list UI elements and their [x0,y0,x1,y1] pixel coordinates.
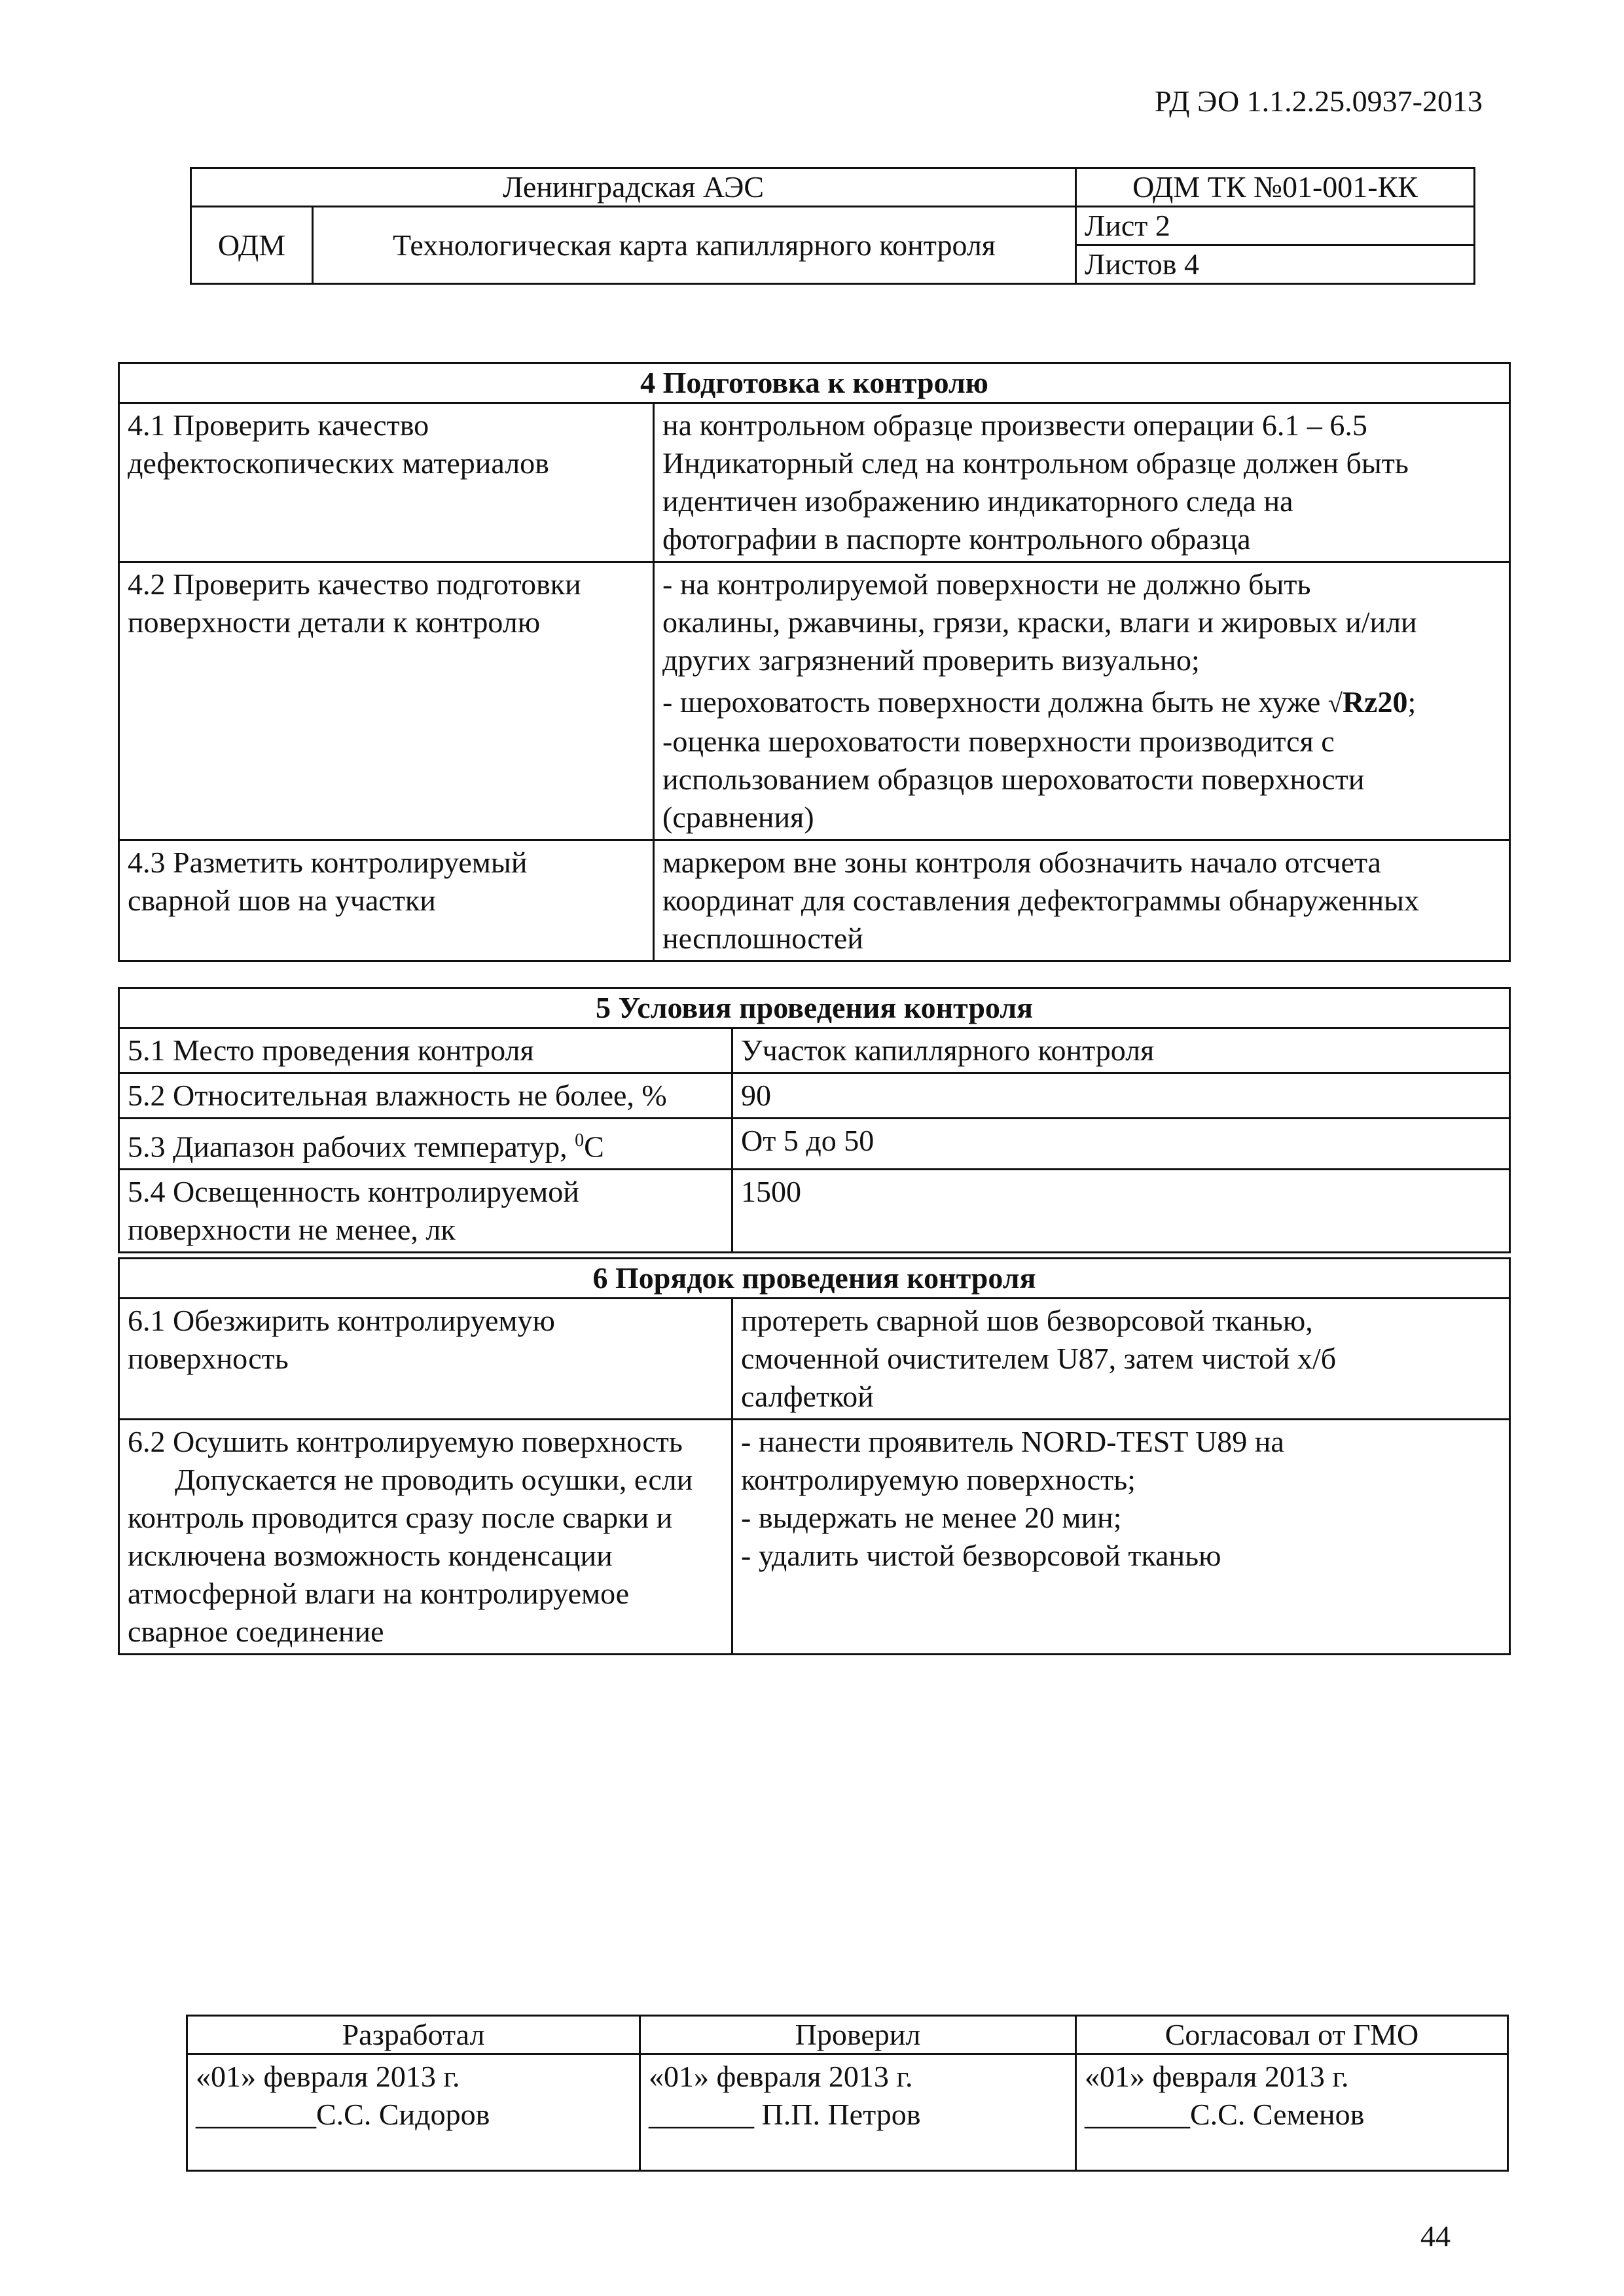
step-6-2: 6.2 Осушить контролируемую поверхность Допускается не проводить осушки, если контроль проводится сразу после сварки и исключена возможность конденсации атмосферной влаги на контролируемое сварное соединение [119,1420,732,1655]
condition-5-4-value: 1500 [732,1170,1510,1253]
header-table [190,167,1475,285]
table-row [119,840,1510,961]
table-row [119,1420,1510,1655]
step-4-3-action: маркером вне зоны контроля обозначить начало отсчета координат для составления дефектограммы обнаруженных несплошностей [654,840,1510,961]
sheet-number: Лист 2 [1076,207,1475,245]
step-6-1-action: протереть сварной шов безворсовой тканью, смоченной очистителем U87, затем чистой х/б салфеткой [732,1299,1510,1420]
approved-by-signature: «01» февраля 2013 г. _______С.С. Семенов [1076,2054,1508,2171]
condition-5-1: 5.1 Место проведения контроля [119,1028,732,1073]
condition-5-2: 5.2 Относительная влажность не более, % [119,1073,732,1119]
step-4-1: 4.1 Проверить качество дефектоскопических материалов [119,403,654,562]
approved-by-header: Согласовал от ГМО [1076,2016,1508,2054]
step-4-2: 4.2 Проверить качество подготовки поверхности детали к контролю [119,562,654,840]
table-row [119,1028,1510,1073]
section4-table [118,362,1511,962]
condition-5-3: 5.3 Диапазон рабочих температур, $^0$С [119,1119,732,1170]
document-code: РД ЭО 1.1.2.25.0937-2013 [1155,84,1483,118]
roughness-check-icon: √ [1327,689,1343,718]
roughness-symbol: Rz20 [1342,685,1408,719]
odm-label: ОДМ [191,207,313,284]
section6-table [118,1257,1511,1655]
table-row [119,1073,1510,1119]
checked-by-header: Проверил [640,2016,1076,2054]
condition-5-2-value: 90 [732,1073,1510,1119]
section5-title: 5 Условия проведения контроля [119,988,1510,1028]
condition-5-3-value: От 5 до 50 [732,1119,1510,1170]
condition-5-4: 5.4 Освещенность контролируемой поверхности не менее, лк [119,1170,732,1253]
section5-table [118,987,1511,1253]
step-4-3: 4.3 Разметить контролируемый сварной шов на участки [119,840,654,961]
section6-title: 6 Порядок проведения контроля [119,1259,1510,1299]
step-4-1-action: на контрольном образце произвести операции 6.1 – 6.5 Индикаторный след на контрольном образце должен быть идентичен изображению индикаторного следа на фотографии в паспорте контрольного образца [654,403,1510,562]
plant-name: Ленинградская АЭС [191,168,1076,207]
card-title: Технологическая карта капиллярного контроля [313,207,1076,284]
table-row [119,562,1510,840]
doc-id: ОДМ ТК №01-001-КК [1076,168,1475,207]
step-6-1: 6.1 Обезжирить контролируемую поверхность [119,1299,732,1420]
table-row [119,1119,1510,1170]
page-number: 44 [1420,2219,1451,2253]
table-row [119,1299,1510,1420]
sheets-total: Листов 4 [1076,245,1475,284]
condition-5-1-value: Участок капиллярного контроля [732,1028,1510,1073]
step-4-2-action: - на контролируемой поверхности не должно быть окалины, ржавчины, грязи, краски, влаги и жировых и/или других загрязнений проверить визуально; - шероховатость поверхности должна быть не хуже √Rz20; -оценка шероховатости поверхности производится с использованием образцов шероховатости поверхности (сравнения) [654,562,1510,840]
developed-by-signature: «01» февраля 2013 г. ________С.С. Сидоров [187,2054,640,2171]
signatures-table [186,2015,1509,2172]
section4-title: 4 Подготовка к контролю [119,363,1510,403]
drying-exception-note: Допускается не проводить осушки, если контроль проводится сразу после сварки и исключена возможность конденсации атмосферной влаги на контролируемое сварное соединение [128,1463,693,1648]
table-row [119,403,1510,562]
table-row [119,1170,1510,1253]
step-6-2-action: - нанести проявитель NORD-TEST U89 на контролируемую поверхность; - выдержать не менее 20 мин; - удалить чистой безворсовой тканью [732,1420,1510,1655]
checked-by-signature: «01» февраля 2013 г. _______ П.П. Петров [640,2054,1076,2171]
developed-by-header: Разработал [187,2016,640,2054]
